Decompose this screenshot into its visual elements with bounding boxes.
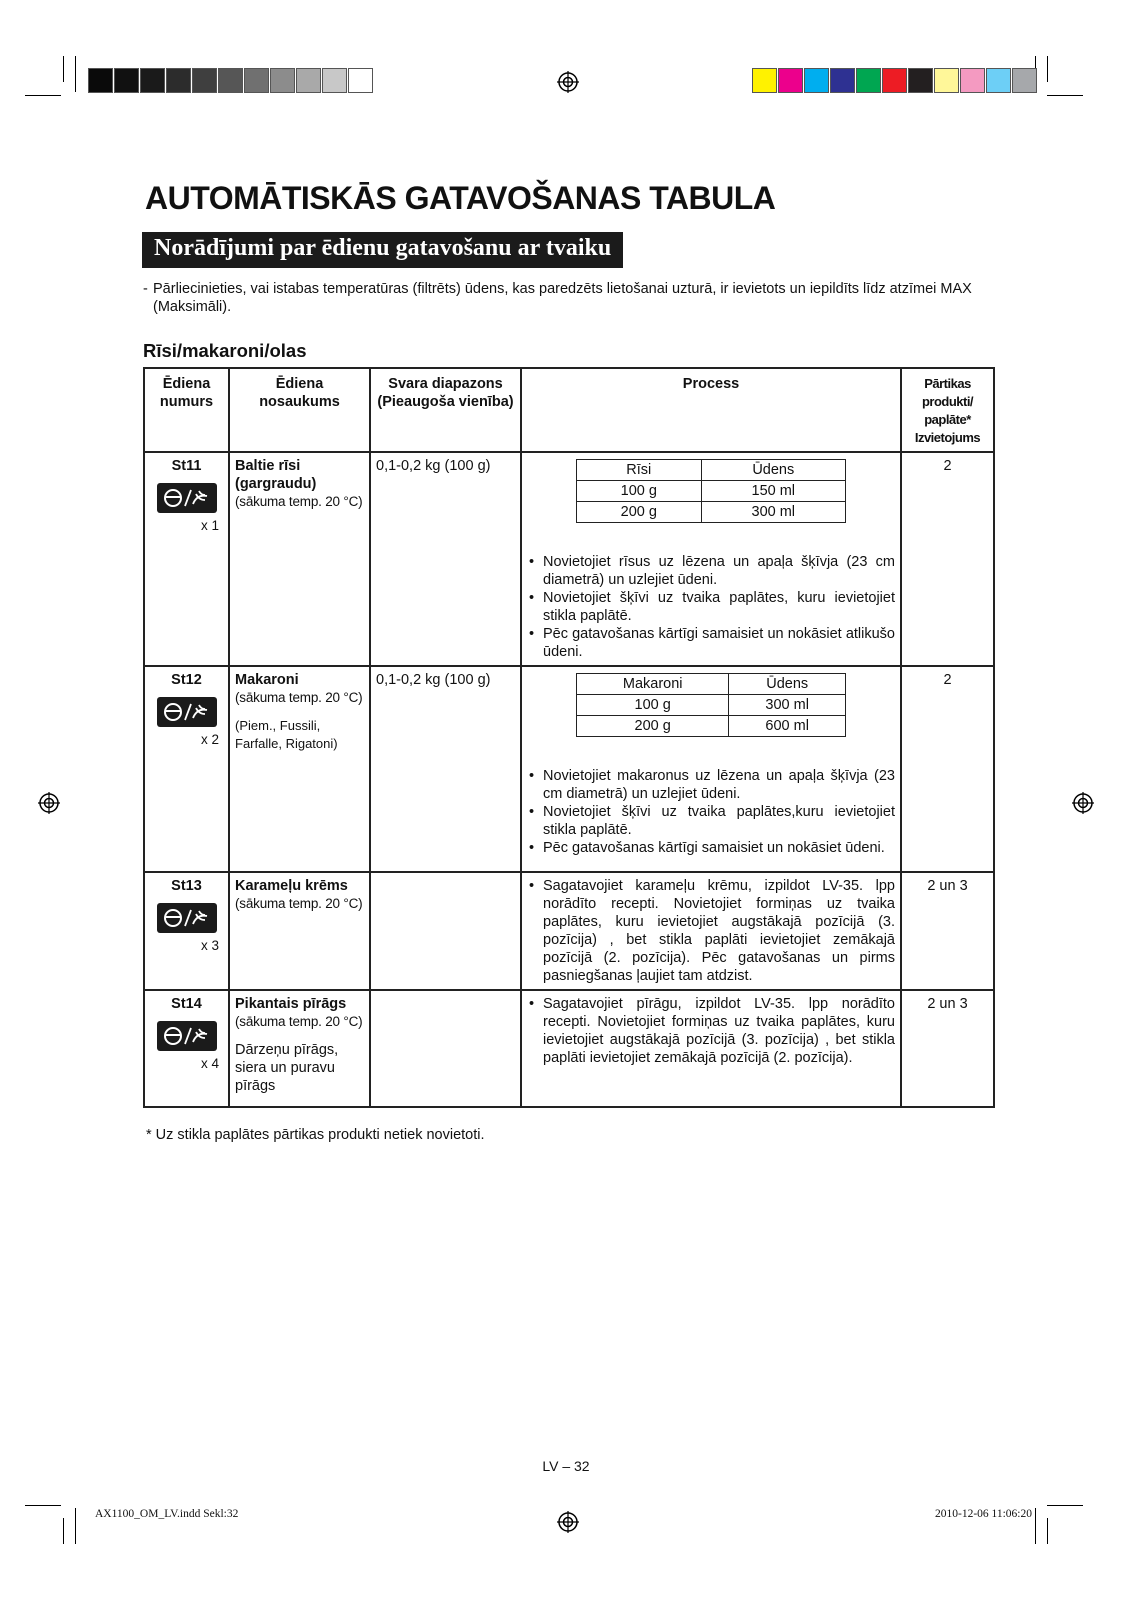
- cooking-table: [143, 367, 995, 1108]
- process-steps: [527, 767, 895, 857]
- dish-variants: Dārzeņu pīrāgs, siera un puravu pīrāgs: [235, 1042, 339, 1094]
- crop-mark-top-right-h: [1047, 95, 1083, 96]
- dish-name: Karameļu krēms: [235, 878, 348, 894]
- process-step: • Sagatavojiet pīrāgu, izpildot LV-35. lpp norādīto recepti. Novietojiet formiņas uz tvaika paplātes, kuru ievietojiet augstākajā pozīcijā (3. pozīcija) , bet stikla paplāti ievietojiet zemākajā pozīcijā (2. pozīcija).: [527, 995, 895, 1067]
- footnote: * Uz stikla paplātes pārtikas produkti netiek novietoti.: [146, 1127, 485, 1143]
- weight-cell: 0,1-0,2 kg (100 g): [370, 666, 521, 872]
- ratio-table: [576, 673, 846, 737]
- intro-note: [143, 280, 993, 316]
- calibration-swatch: [934, 68, 959, 93]
- dish-name: Baltie rīsi (gargraudu): [235, 458, 317, 492]
- program-code: St12: [171, 672, 202, 688]
- registration-mark-icon: [557, 1511, 579, 1533]
- table-row: [144, 872, 994, 990]
- ratio-food-amount: 100 g: [577, 481, 702, 502]
- ratio-table: [576, 459, 846, 523]
- dish-name: Pikantais pīrāgs: [235, 996, 347, 1012]
- process-steps: [527, 995, 895, 1067]
- crop-mark-bottom-left-h: [25, 1505, 61, 1506]
- weight-cell: [370, 872, 521, 990]
- crop-mark-bottom-right-h: [1047, 1505, 1083, 1506]
- calibration-swatch: [140, 68, 165, 93]
- calibration-swatch: [908, 68, 933, 93]
- process-cell: [521, 666, 901, 872]
- program-code: St14: [171, 996, 202, 1012]
- process-steps: [527, 553, 895, 661]
- placement-cell: 2: [901, 452, 994, 666]
- steam-bowl-icon: [157, 903, 217, 933]
- crop-mark-top-left-h: [25, 95, 61, 96]
- steam-bowl-icon: [157, 1021, 217, 1051]
- crop-mark-top-right-v2: [1047, 56, 1048, 82]
- steam-bowl-icon: [157, 697, 217, 727]
- process-step: • Novietojiet rīsus uz lēzena un apaļa šķīvja (23 cm diametrā) un uzlejiet ūdeni.: [527, 553, 895, 589]
- section-title: Rīsi/makaroni/olas: [143, 340, 307, 361]
- weight-cell: 0,1-0,2 kg (100 g): [370, 452, 521, 666]
- registration-mark-icon: [557, 71, 579, 93]
- process-cell: [521, 872, 901, 990]
- calibration-swatch: [270, 68, 295, 93]
- process-step: • Pēc gatavošanas kārtīgi samaisiet un nokāsiet ūdeni.: [527, 839, 895, 857]
- header-name: Ēdiena nosaukums: [229, 368, 370, 452]
- dish-temperature-note: (sākuma temp. 20 °C): [235, 896, 363, 911]
- program-cell: [144, 452, 229, 666]
- ratio-food-amount: 100 g: [577, 695, 729, 716]
- placement-cell: 2 un 3: [901, 990, 994, 1107]
- ratio-water-amount: 150 ml: [701, 481, 845, 502]
- calibration-swatch: [166, 68, 191, 93]
- crop-mark-top-left-v: [75, 56, 76, 92]
- dish-cell: [229, 452, 370, 666]
- header-process: Process: [521, 368, 901, 452]
- calibration-swatch: [856, 68, 881, 93]
- program-count: x 4: [200, 1056, 219, 1071]
- dish-temperature-note: (sākuma temp. 20 °C): [235, 494, 363, 509]
- calibration-swatch: [752, 68, 777, 93]
- program-count: x 3: [200, 938, 219, 953]
- steam-bowl-icon: [157, 483, 217, 513]
- process-step: • Novietojiet makaronus uz lēzena un apaļa šķīvja (23 cm diametrā) un uzlejiet ūdeni.: [527, 767, 895, 803]
- page-number: LV – 32: [542, 1458, 590, 1474]
- calibration-swatch: [804, 68, 829, 93]
- intro-dash: -: [143, 281, 148, 297]
- ratio-header-food: Makaroni: [577, 674, 729, 695]
- dish-cell: [229, 872, 370, 990]
- calibration-swatch: [830, 68, 855, 93]
- ratio-food-amount: 200 g: [577, 502, 702, 523]
- calibration-swatch: [192, 68, 217, 93]
- crop-mark-top-left-v2: [63, 56, 64, 82]
- crop-mark-bottom-right-v2: [1047, 1518, 1048, 1544]
- ratio-header-water: Ūdens: [701, 460, 845, 481]
- ratio-header-food: Rīsi: [577, 460, 702, 481]
- calibration-swatch: [114, 68, 139, 93]
- ratio-header-water: Ūdens: [729, 674, 846, 695]
- dish-name: Makaroni: [235, 672, 299, 688]
- process-cell: [521, 990, 901, 1107]
- ratio-water-amount: 300 ml: [729, 695, 846, 716]
- print-slug-file: AX1100_OM_LV.indd Sekl:32: [95, 1508, 239, 1520]
- calibration-swatch: [88, 68, 113, 93]
- calibration-swatch: [1012, 68, 1037, 93]
- dish-examples: (Piem., Fussili, Farfalle, Rigatoni): [235, 718, 338, 751]
- table-row: [144, 452, 994, 666]
- crop-mark-bottom-left-v2: [63, 1518, 64, 1544]
- program-count: x 2: [200, 732, 219, 747]
- header-number: Ēdiena numurs: [144, 368, 229, 452]
- section-banner: Norādījumi par ēdienu gatavošanu ar tvaiku: [142, 232, 623, 268]
- calibration-swatch: [348, 68, 373, 93]
- program-cell: [144, 666, 229, 872]
- crop-mark-bottom-left-v: [75, 1508, 76, 1544]
- registration-mark-icon: [38, 792, 60, 814]
- crop-mark-bottom-right-v: [1035, 1508, 1036, 1544]
- header-weight: Svara diapazons (Pieaugoša vienība): [370, 368, 521, 452]
- placement-cell: 2: [901, 666, 994, 872]
- program-code: St11: [171, 458, 202, 474]
- table-header-row: [144, 368, 994, 452]
- process-step: • Pēc gatavošanas kārtīgi samaisiet un nokāsiet atlikušo ūdeni.: [527, 625, 895, 661]
- table-row: [144, 666, 994, 872]
- weight-cell: [370, 990, 521, 1107]
- dish-cell: [229, 990, 370, 1107]
- ratio-food-amount: 200 g: [577, 716, 729, 737]
- calibration-swatch: [244, 68, 269, 93]
- ratio-water-amount: 600 ml: [729, 716, 846, 737]
- calibration-swatch: [322, 68, 347, 93]
- dish-temperature-note: (sākuma temp. 20 °C): [235, 690, 363, 705]
- page-title: AUTOMĀTISKĀS GATAVOŠANAS TABULA: [145, 180, 776, 216]
- placement-cell: 2 un 3: [901, 872, 994, 990]
- process-cell: [521, 452, 901, 666]
- ratio-water-amount: 300 ml: [701, 502, 845, 523]
- process-steps: [527, 877, 895, 985]
- print-slug-date: 2010-12-06 11:06:20: [935, 1508, 1032, 1520]
- registration-mark-icon: [1072, 792, 1094, 814]
- program-code: St13: [171, 878, 202, 894]
- dish-temperature-note: (sākuma temp. 20 °C): [235, 1014, 363, 1029]
- calibration-swatch: [778, 68, 803, 93]
- process-step: • Novietojiet šķīvi uz tvaika paplātes,kuru ievietojiet stikla paplātē.: [527, 803, 895, 839]
- program-cell: [144, 990, 229, 1107]
- calibration-swatch: [960, 68, 985, 93]
- program-cell: [144, 872, 229, 990]
- dish-cell: [229, 666, 370, 872]
- program-count: x 1: [200, 518, 219, 533]
- calibration-swatch: [986, 68, 1011, 93]
- process-step: • Sagatavojiet karameļu krēmu, izpildot LV-35. lpp norādīto recepti. Novietojiet formiņas uz tvaika paplātes, kuru ievietojiet augstākajā pozīcijā (3. pozīcija) , bet stikla paplāti ievietojiet zemākajā pozīcijā (2. pozīcija). Pēc gatavošanas un pirms pasniegšanas ļaujiet tam atdzist.: [527, 877, 895, 985]
- table-row: [144, 990, 994, 1107]
- process-step: • Novietojiet šķīvi uz tvaika paplātes, kuru ievietojiet stikla paplātē.: [527, 589, 895, 625]
- header-placement: Pārtikas produkti/ paplāte* Izvietojums: [901, 368, 994, 452]
- calibration-swatch: [882, 68, 907, 93]
- calibration-swatch: [296, 68, 321, 93]
- intro-text: Pārliecinieties, vai istabas temperatūras (filtrēts) ūdens, kas paredzēts lietošanai uzturā, ir ievietots un iepildīts līdz atzīmei MAX (Maksimāli).: [153, 281, 972, 315]
- calibration-swatch: [218, 68, 243, 93]
